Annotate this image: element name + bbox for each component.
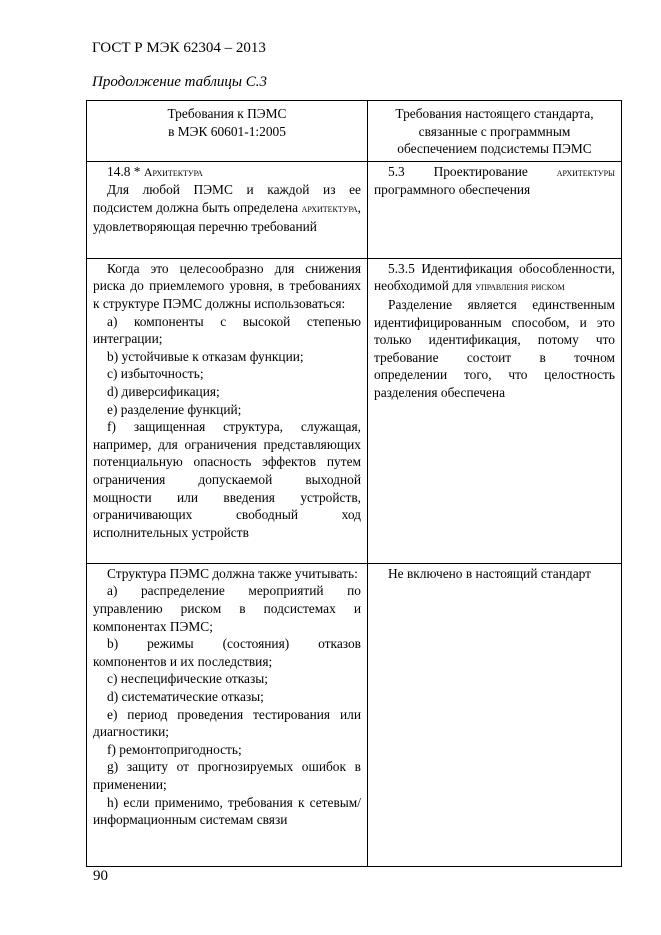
clause-number: 14.8 * — [107, 163, 144, 179]
reference-text: Не включено в настоящий стандарт — [388, 565, 592, 581]
text-part: 5.3 Проектирование — [388, 163, 557, 179]
header-line: Требования настоящего стандарта, — [395, 106, 594, 121]
table-header-row — [87, 101, 622, 162]
list-item: a) распределение мероприятий по управлению риском в подсистемах и компонентах ПЭМС; — [93, 583, 361, 634]
text-term: архитектура — [301, 200, 358, 215]
clause-text: Структура ПЭМС должна также учитывать: — [107, 565, 358, 581]
reference-text: Разделение является единственным идентифицированным способом, и это только идентификация, потому что требование состоит в точном определении того, что целостность разделения обеспечена — [374, 296, 615, 400]
reference-heading — [374, 260, 615, 296]
cell-risk-reference — [368, 258, 622, 563]
list-item: f) ремонтопригодность; — [107, 741, 242, 757]
header-line: обеспечением подсистемы ПЭМС — [397, 141, 592, 157]
clause-text: Когда это целесообразно для снижения риска до приемлемого уровня, в требованиях к структуре ПЭМС должны использоваться: — [93, 260, 361, 311]
text-part: , удовлетворяющая перечню требований — [93, 199, 361, 234]
table-row — [87, 258, 622, 563]
list-item: e) разделение функций; — [107, 401, 242, 417]
text-part: Для любой ПЭМС и каждой из ее подсистем должна быть определена — [93, 182, 361, 215]
reference-text — [374, 163, 615, 199]
clause-term: Архитектура — [143, 164, 203, 179]
column-header-this-standard — [368, 101, 622, 162]
cell-structure-requirement — [87, 563, 368, 866]
list-item: d) систематические отказы; — [107, 688, 264, 704]
list-item: f) защищенная структура, служащая, например, для ограничения представляющих потенциальную опасность эффектов путем ограничения допускаемой выходной мощности или введения устройств, ограничивающих свободный ход исполнительных устройств — [93, 419, 361, 540]
table-row — [87, 563, 622, 866]
requirements-table — [86, 100, 622, 867]
list-item: e) период проведения тестирования или диагностики; — [93, 706, 361, 740]
header-line: связанные с программным — [418, 123, 571, 139]
header-line: Требования к ПЭМС — [167, 106, 287, 121]
clause-title — [93, 163, 361, 182]
list-item: c) неспецифические отказы; — [107, 671, 268, 687]
cell-structure-reference — [368, 563, 622, 866]
table-continuation-caption: Продолжение таблицы С.3 — [92, 74, 268, 90]
page-number: 90 — [93, 868, 108, 884]
list-item: d) диверсификация; — [107, 383, 220, 399]
list-item: b) устойчивые к отказам функции; — [107, 348, 304, 364]
text-term: архитектуры — [556, 164, 615, 179]
list-item: g) защиту от прогнозируемых ошибок в применении; — [93, 759, 361, 792]
cell-architecture-reference — [368, 161, 622, 258]
text-part: программного обеспечения — [374, 182, 531, 198]
document-header: ГОСТ Р МЭК 62304 – 2013 — [92, 40, 266, 56]
text-part: 5.3.5 Идентификация обособленности, необходимой для — [374, 260, 615, 294]
clause-text — [93, 181, 361, 235]
cell-architecture-requirement — [87, 161, 368, 258]
list-item: b) режимы (состояния) отказов компонентов и их последствия; — [93, 636, 361, 669]
list-item: a) компоненты с высокой степенью интеграции; — [93, 313, 361, 347]
list-item: c) избыточность; — [107, 366, 204, 382]
text-term: управления риском — [475, 279, 565, 294]
header-line: в МЭК 60601-1:2005 — [168, 123, 286, 139]
cell-risk-requirement — [87, 258, 368, 563]
column-header-iec60601 — [87, 101, 368, 162]
list-item: h) если применимо, требования к сетевым/информационным системам связи — [93, 794, 361, 828]
table-row — [87, 161, 622, 258]
